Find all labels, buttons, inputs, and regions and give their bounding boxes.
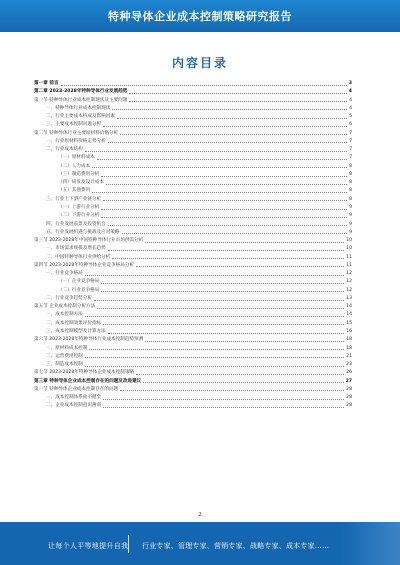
toc-dot-leader [108,250,344,251]
toc-entry-label: 三、行业上下游产业链分析 [46,196,102,202]
toc-entry-label: 第六节 2023-2028年特种导体行业成本控制趋势预测 [34,337,144,343]
toc-entry[interactable] [34,113,352,121]
toc-dot-leader [97,159,347,160]
toc-dot-leader [117,118,347,119]
toc-entry[interactable] [34,237,352,245]
toc-entry-label: 四、行业发展前景及投资机会 [46,221,106,227]
toc-entry[interactable] [34,386,352,394]
toc-entry-page: 12 [346,287,352,293]
toc-entry-page: 6 [349,122,352,128]
toc-entry-page: 14 [346,304,352,310]
table-of-contents [34,80,352,411]
toc-entry-label: （二）行业竞争格局 [58,287,100,293]
toc-entry[interactable] [34,146,352,154]
toc-entry[interactable] [34,105,352,113]
footer-divider [128,535,129,553]
footer-expert-list: 行业专家、管理专家、营销专家、战略专家、成本专家…… [142,542,330,550]
toc-entry[interactable] [34,394,352,402]
toc-entry-label: 一、原材料成本控制 [46,345,88,351]
toc-entry[interactable] [34,196,352,204]
toc-entry-label: （二）下游行业分析 [58,213,100,219]
toc-entry[interactable] [34,311,352,319]
toc-entry[interactable] [34,212,352,220]
toc-entry[interactable] [34,402,352,410]
toc-entry-label: 第五节 企业成本控制分析方法 [34,304,96,310]
toc-entry-label: 一、特种导体行业成本控制现状 [46,105,111,111]
toc-entry-label: 三、成本控制模型及计算方法 [46,328,106,334]
toc-entry-page: 8 [349,163,352,169]
toc-entry-page: 10 [346,238,352,244]
toc-entry-label: 一、行业原材料价格走势分析 [46,138,106,144]
toc-entry[interactable] [34,204,352,212]
toc-entry-page: 9 [349,221,352,227]
toc-dot-leader [61,85,347,86]
toc-entry[interactable] [34,361,352,369]
toc-dot-leader [106,184,347,185]
toc-dot-leader [103,126,347,127]
toc-dot-leader [120,134,347,135]
toc-entry-page: 12 [346,279,352,285]
toc-entry[interactable] [34,303,352,311]
toc-entry-page: 18 [346,345,352,351]
toc-dot-leader [85,275,344,276]
toc-dot-leader [136,374,344,375]
toc-entry-page: 9 [349,229,352,235]
toc-dot-leader [129,93,346,94]
toc-dot-leader [129,101,347,102]
toc-entry-page: 14 [346,312,352,318]
toc-entry-page: 7 [349,130,352,136]
toc-entry-page: 9 [349,204,352,210]
toc-entry-label: 第三章 特种导体企业成本控制存在的问题及改进建议 [34,378,142,384]
toc-entry[interactable] [34,121,352,129]
toc-entry-label: （一）企业竞争格局 [58,279,100,285]
toc-entry-page: 27 [345,378,352,384]
toc-dot-leader [101,283,344,284]
toc-entry-label: 二、成本控制效果评价指标 [46,320,102,326]
toc-dot-leader [85,357,344,358]
toc-entry[interactable] [34,245,352,253]
toc-entry[interactable] [34,336,352,344]
toc-entry-page: 26 [346,370,352,376]
toc-dot-leader [103,200,347,201]
toc-entry[interactable] [34,130,352,138]
toc-entry-label: 第一节 特种导体行业成本控制现状及主要问题 [34,97,128,103]
toc-entry-page: 11 [346,254,352,260]
toc-entry-label: 第三节 2023-2028年中国特种导体行业市场供需分析 [34,238,144,244]
toc-entry[interactable] [34,221,352,229]
toc-entry-page: 8 [349,196,352,202]
toc-entry-page: 5 [349,114,352,120]
toc-entry-label: 二、运营费用控制 [46,353,83,359]
toc-dot-leader [94,300,344,301]
toc-entry-label: 第二节 特种导体行业主要原材料价格分析 [34,130,119,136]
toc-entry-page: 4 [349,97,352,103]
toc-entry-page: 7 [349,138,352,144]
toc-entry-page: 18 [346,337,352,343]
toc-entry[interactable] [34,187,352,195]
toc-dot-leader [112,109,347,110]
toc-dot-leader [101,291,344,292]
page-number: 2 [198,512,202,518]
toc-entry[interactable] [34,179,352,187]
toc-entry-label: （一）原材料成本 [58,155,95,161]
toc-entry[interactable] [34,278,352,286]
toc-dot-leader [97,308,344,309]
toc-entry-label: 第一章 前言 [34,81,59,86]
toc-entry-page: 3 [348,81,352,86]
report-title: 特种导体企业成本控制策略研究报告 [108,10,292,23]
toc-entry-page: 4 [348,89,352,95]
toc-dot-leader [85,151,347,152]
toc-entry-label: 二、行业成本结构 [46,147,83,153]
toc-entry-label: 第四节 2023-2028年特种导体企业竞争格局分析 [34,262,135,268]
toc-entry[interactable] [34,287,352,295]
toc-entry[interactable] [34,229,352,237]
toc-chapter-entry[interactable] [34,80,352,88]
toc-entry[interactable] [34,171,352,179]
toc-entry-page: 15 [346,320,352,326]
toc-entry[interactable] [34,295,352,303]
toc-entry-label: 一、成本控制体系尚不健全 [46,395,102,401]
toc-entry-page: 28 [346,386,352,392]
toc-entry[interactable] [34,154,352,162]
toc-entry-label: 三、主要成本控制问题分析 [46,122,102,128]
toc-entry-page: 9 [349,213,352,219]
toc-entry-page: 13 [346,295,352,301]
toc-entry-label: 第七节 2023-2028年特种导体企业成本控制策略 [34,370,135,376]
toc-entry-label: （五）其他费用 [58,188,91,194]
toc-dot-leader [136,266,344,267]
toc-entry[interactable] [34,97,352,105]
toc-entry-page: 16 [346,328,352,334]
toc-entry-label: 第一节 特种导体企业成本控制存在的问题 [34,386,119,392]
toc-entry-page: 12 [346,271,352,277]
toc-dot-leader [120,390,344,391]
toc-dot-leader [101,176,347,177]
toc-dot-leader [85,316,344,317]
toc-entry-page: 11 [346,262,352,268]
toc-entry-label: 二、企业成本控制意识薄弱 [46,403,102,409]
toc-dot-leader [108,225,347,226]
toc-entry-label: 三、制造成本控制 [46,362,83,368]
toc-entry-page: 8 [349,188,352,194]
toc-entry-label: 第二章 2023-2028年特种导体行业发展趋势 [34,89,128,95]
toc-entry-label: （三）制造费用分析 [58,171,100,177]
toc-entry-label: （二）人力成本 [58,163,91,169]
toc-entry[interactable] [34,270,352,278]
toc-title: 内容目录 [171,56,228,70]
toc-entry-page: 8 [349,180,352,186]
toc-entry-label: 五、行业发展机遇与挑战及应对策略 [46,229,120,235]
toc-entry[interactable] [34,328,352,336]
toc-dot-leader [108,333,344,334]
toc-dot-leader [103,324,344,325]
toc-dot-leader [85,366,344,367]
toc-entry[interactable] [34,254,352,262]
toc-dot-leader [145,341,344,342]
toc-entry[interactable] [34,369,352,377]
toc-entry-label: （四）研发及设计成本 [58,180,104,186]
toc-entry-page: 10 [346,246,352,252]
toc-dot-leader [108,142,347,143]
toc-dot-leader [103,407,344,408]
toc-dot-leader [92,192,347,193]
toc-entry[interactable] [34,138,352,146]
toc-chapter-entry[interactable] [34,88,352,96]
toc-entry-page: 4 [349,105,352,111]
toc-entry-page: 7 [349,155,352,161]
toc-dot-leader [101,209,347,210]
toc-entry-label: 二、中国特种导体行业供给分析 [46,254,111,260]
report-header-bar [0,0,400,32]
toc-entry[interactable] [34,320,352,328]
toc-entry[interactable] [34,353,352,361]
toc-entry-page: 7 [349,147,352,153]
toc-dot-leader [122,233,348,234]
footer-slogan: 让每个人平等地提升自我 [48,542,129,550]
toc-entry-label: 二、行业竞争趋势分析 [46,295,92,301]
toc-entry[interactable] [34,345,352,353]
footer-accent [340,522,400,565]
toc-entry[interactable] [34,262,352,270]
toc-chapter-entry[interactable] [34,378,352,386]
toc-dot-leader [143,382,343,383]
toc-entry-page: 23 [346,362,352,368]
toc-dot-leader [112,258,344,259]
toc-entry-page: 8 [349,171,352,177]
toc-entry-label: （一）上游行业分析 [58,204,100,210]
toc-dot-leader [101,217,347,218]
toc-entry-label: 二、行业主要成本构成及影响因素 [46,114,115,120]
toc-entry[interactable] [34,163,352,171]
toc-dot-leader [89,349,344,350]
toc-dot-leader [103,399,344,400]
toc-dot-leader [145,242,344,243]
toc-entry-page: 21 [346,353,352,359]
toc-dot-leader [92,167,347,168]
toc-entry-label: 一、行业竞争格局 [46,271,83,277]
toc-entry-label: 一、成本控制方法 [46,312,83,318]
toc-entry-label: 一、市场需求规模及增长趋势 [46,246,106,252]
toc-entry-page: 28 [346,395,352,401]
toc-entry-page: 28 [346,403,352,409]
